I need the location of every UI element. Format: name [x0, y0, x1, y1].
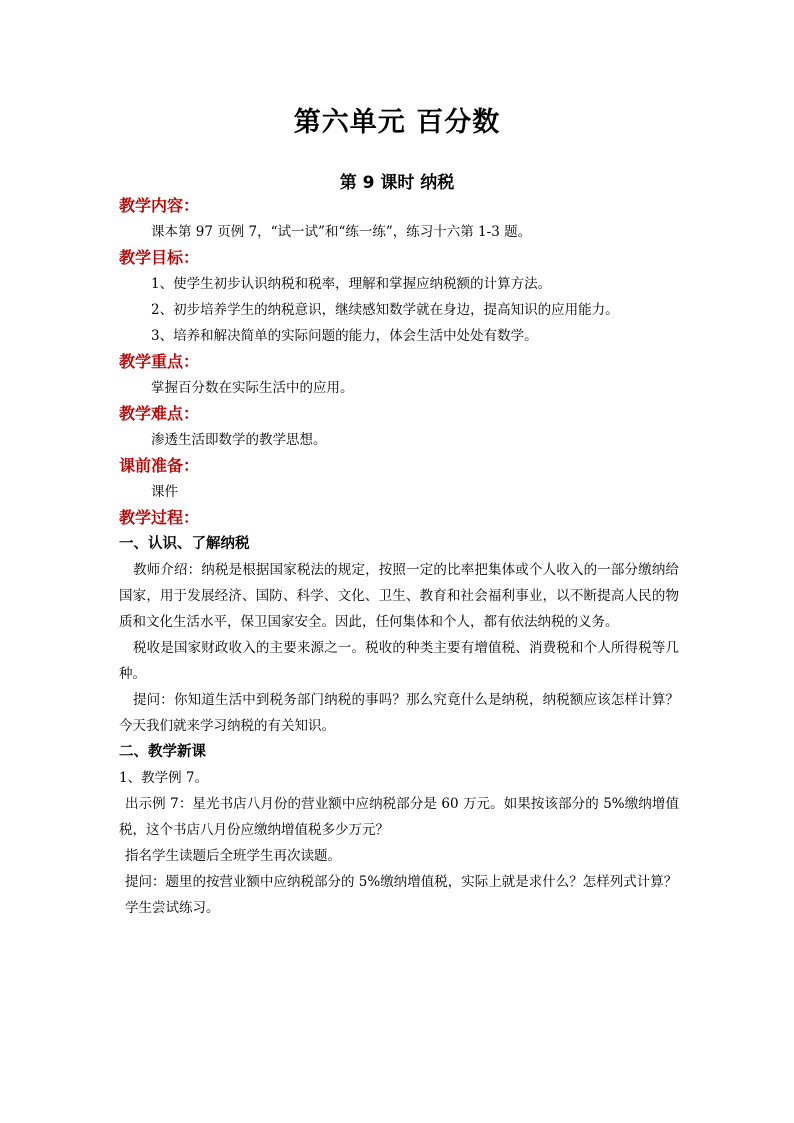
section-heading: 一、认识、了解纳税 [119, 536, 250, 552]
document-body [119, 193, 679, 921]
lesson-subtitle: 第 9 课时 纳税 [339, 173, 455, 193]
paragraph: 学生尝试练习。 [125, 900, 220, 916]
paragraph: 出示例 7：星光书店八月份的营业额中应纳税部分是 60 万元。如果按该部分的 5%缴纳增值税，这个书店八月份应缴纳增值税多少万元？ [119, 796, 679, 838]
key-heading: 教学重点： [119, 352, 200, 371]
paragraph: 指名学生读题后全班学生再次读题。 [125, 848, 341, 864]
difficulty-text: 渗透生活即数学的教学思想。 [151, 432, 327, 448]
list-item: 1、教学例 7。 [119, 770, 208, 786]
content-heading: 教学内容： [119, 196, 200, 215]
difficulty-heading: 教学难点： [119, 404, 200, 423]
prep-text: 课件 [151, 484, 178, 500]
paragraph: 提问：题里的按营业额中应纳税部分的 5%缴纳增值税，实际上就是求什么？怎样列式计算？ [125, 874, 678, 890]
paragraph: 税收是国家财政收入的主要来源之一。税收的种类主要有增值税、消费税和个人所得税等几种。 [119, 640, 679, 682]
section-heading: 二、教学新课 [119, 744, 206, 760]
content-text: 课本第 97 页例 7，“试一试”和“练一练”，练习十六第 1-3 题。 [151, 224, 532, 240]
goal-item: 3、培养和解决简单的实际问题的能力，体会生活中处处有数学。 [151, 328, 538, 344]
page-title: 第六单元 百分数 [293, 107, 501, 138]
process-heading: 教学过程： [119, 508, 200, 527]
paragraph: 提问：你知道生活中到税务部门纳税的事吗？那么究竟什么是纳税，纳税额应该怎样计算？今天我们就来学习纳税的有关知识。 [119, 692, 679, 734]
goal-item: 2、初步培养学生的纳税意识，继续感知数学就在身边，提高知识的应用能力。 [151, 302, 619, 318]
paragraph: 教师介绍：纳税是根据国家税法的规定，按照一定的比率把集体或个人收入的一部分缴纳给国家，用于发展经济、国防、科学、文化、卫生、教育和社会福利事业，以不断提高人民的物质和文化生活水平，保卫国家安全。因此，任何集体和个人，都有依法纳税的义务。 [119, 562, 679, 630]
prep-heading: 课前准备： [119, 456, 200, 475]
key-text: 掌握百分数在实际生活中的应用。 [151, 380, 354, 396]
goals-heading: 教学目标： [119, 248, 200, 267]
goal-item: 1、使学生初步认识纳税和税率，理解和掌握应纳税额的计算方法。 [151, 276, 552, 292]
